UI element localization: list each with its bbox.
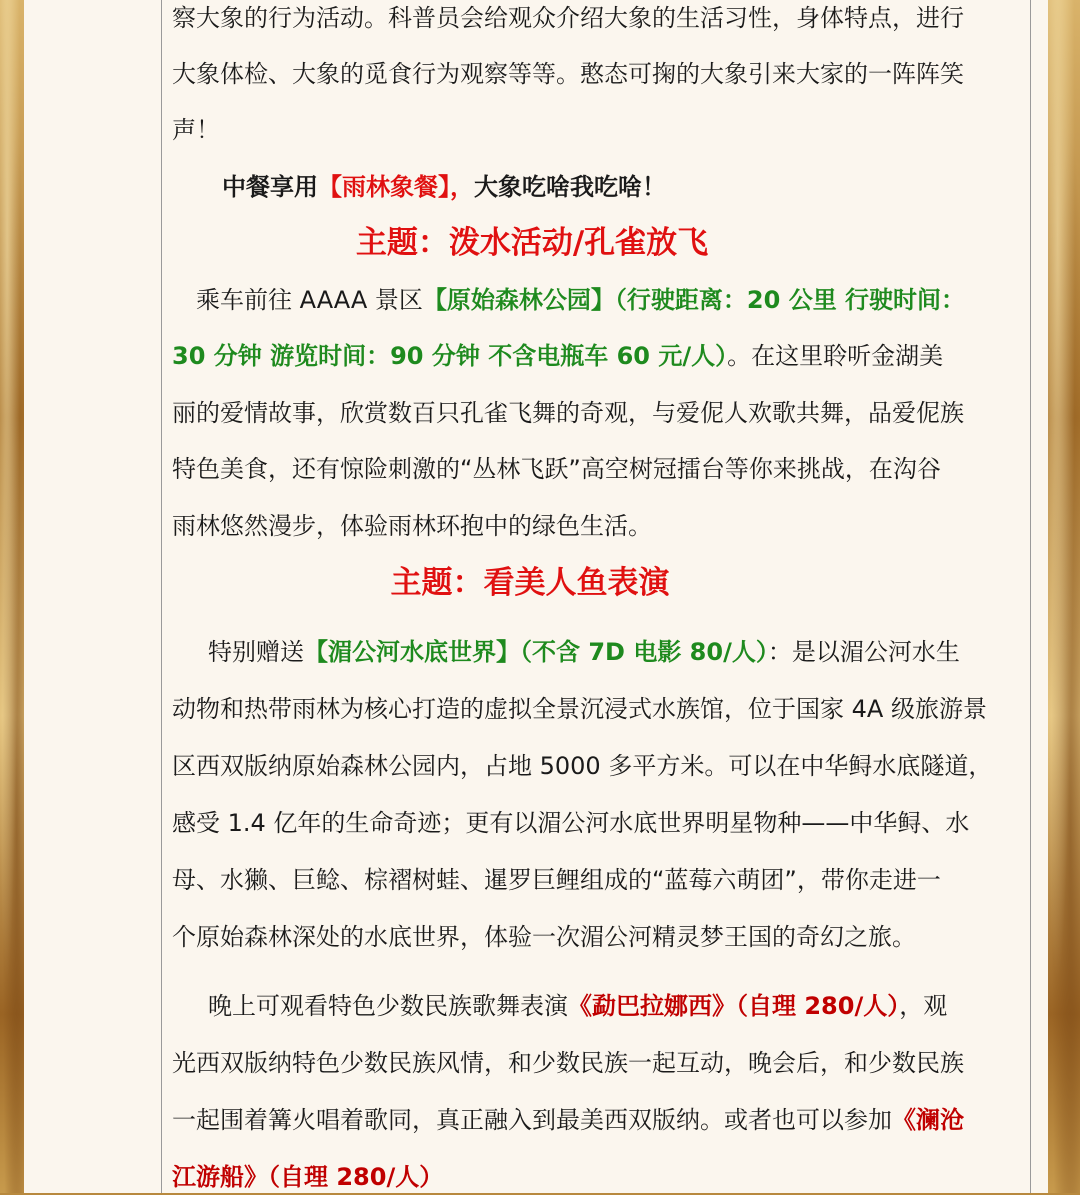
table-border-right	[1030, 0, 1031, 1193]
theme-heading-mermaid: 主题：看美人鱼表演	[390, 565, 670, 601]
cruise-highlight-start: 《澜沧	[892, 1106, 964, 1134]
lunch-line	[222, 169, 666, 205]
evening-intro-text: 晚上可观看特色少数民族歌舞表演	[208, 992, 568, 1020]
paragraph-aquarium-line-1	[208, 634, 960, 670]
paragraph-aquarium-line-3: 区西双版纳原始森林公园内，占地 5000 多平方米。可以在中华鲟水底隧道，	[172, 752, 993, 780]
paragraph-elephant-line-3: 声！	[172, 116, 220, 144]
paragraph-forest-line-1	[196, 282, 965, 318]
paragraph-forest-line-2	[172, 338, 943, 374]
aquarium-highlight: 【湄公河水底世界】（不含 7D 电影 80/人）	[304, 638, 768, 666]
lunch-slogan: 大象吃啥我吃啥！	[474, 173, 666, 201]
cruise-highlight-end: 江游船》（自理 280/人）	[172, 1163, 444, 1191]
paragraph-evening-line-1	[208, 988, 947, 1024]
paragraph-evening-line-3	[172, 1102, 964, 1138]
gold-frame-left	[0, 0, 24, 1193]
paragraph-elephant-line-1: 察大象的行为活动。科普员会给观众介绍大象的生活习性，身体特点，进行	[172, 4, 964, 32]
lunch-label: 中餐享用	[222, 173, 318, 201]
paragraph-aquarium-line-6: 个原始森林深处的水底世界，体验一次湄公河精灵梦王国的奇幻之旅。	[172, 923, 916, 951]
lunch-highlight: 【雨林象餐】，	[318, 173, 474, 201]
table-border-left	[161, 0, 162, 1193]
paragraph-forest-line-3: 丽的爱情故事，欣赏数百只孔雀飞舞的奇观，与爱伲人欢歌共舞，品爱伲族	[172, 399, 964, 427]
gold-frame-right	[1048, 0, 1080, 1193]
paragraph-forest-line-5: 雨林悠然漫步，体验雨林环抱中的绿色生活。	[172, 512, 652, 540]
forest-time-highlight: 30 分钟 游览时间：90 分钟 不含电瓶车 60 元/人）	[172, 342, 728, 370]
evening-line-1-text: ，观	[899, 992, 948, 1020]
evening-line-3-text: 一起围着篝火唱着歌同，真正融入到最美西双版纳。或者也可以参加	[172, 1106, 892, 1134]
paragraph-aquarium-line-5: 母、水獭、巨鲶、棕褶树蛙、暹罗巨鲤组成的“蓝莓六萌团”，带你走进一	[172, 866, 941, 894]
paragraph-aquarium-line-2: 动物和热带雨林为核心打造的虚拟全景沉浸式水族馆，位于国家 4A 级旅游景	[172, 695, 987, 723]
show-highlight: 《勐巴拉娜西》（自理 280/人）	[568, 992, 900, 1020]
forest-intro-text: 乘车前往 AAAA 景区	[196, 286, 423, 314]
forest-park-highlight: 【原始森林公园】（行驶距离：20 公里 行驶时间：	[422, 286, 966, 314]
paragraph-evening-line-2: 光西双版纳特色少数民族风情，和少数民族一起互动，晚会后，和少数民族	[172, 1049, 964, 1077]
paragraph-elephant-line-2: 大象体检、大象的觅食行为观察等等。憨态可掬的大象引来大家的一阵阵笑	[172, 60, 964, 88]
paragraph-evening-line-4	[172, 1159, 443, 1195]
aquarium-intro-text: 特别赠送	[208, 638, 304, 666]
paragraph-aquarium-line-4: 感受 1.4 亿年的生命奇迹；更有以湄公河水底世界明星物种——中华鲟、水	[172, 809, 970, 837]
paragraph-forest-line-4: 特色美食，还有惊险刺激的“丛林飞跃”高空树冠擂台等你来挑战，在沟谷	[172, 455, 941, 483]
aquarium-line-1-text: ：是以湄公河水生	[767, 638, 960, 666]
forest-line-2-text: 。在这里聆听金湖美	[727, 342, 944, 370]
theme-heading-water-peacock: 主题：泼水活动/孔雀放飞	[355, 225, 709, 261]
